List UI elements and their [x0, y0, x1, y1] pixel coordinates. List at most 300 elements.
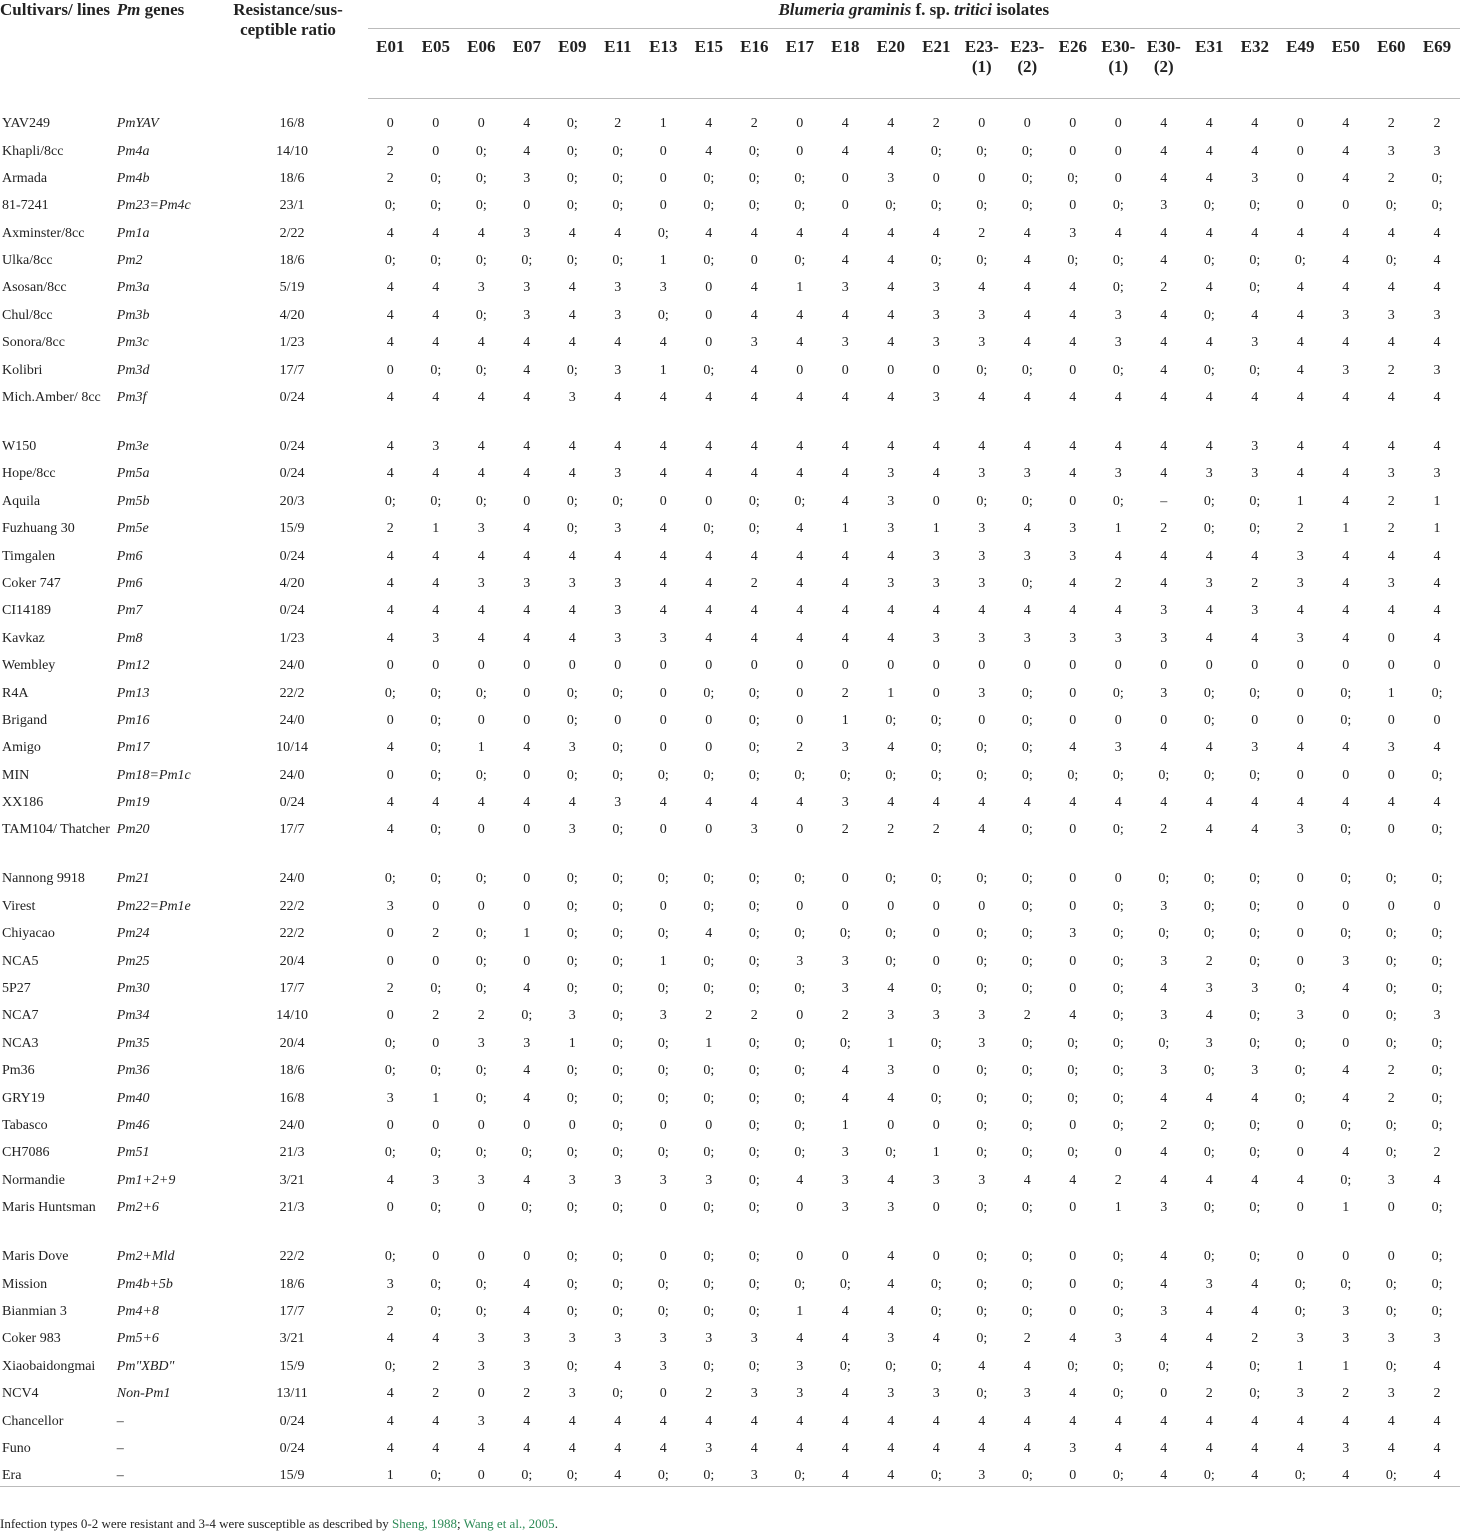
infection-type-cell: 1: [659, 362, 667, 378]
infection-type-cell: 0: [1069, 493, 1077, 509]
infection-type-cell: 1: [841, 712, 849, 728]
infection-type-cell: 0;: [475, 767, 487, 783]
infection-type-cell: 3: [386, 1276, 394, 1292]
infection-type-cell: 4: [1296, 1172, 1304, 1188]
infection-type-cell: 2: [978, 225, 986, 241]
resistance-ratio: 2/22: [279, 225, 305, 241]
infection-type-cell: 0;: [976, 362, 988, 378]
infection-type-cell: 3: [1296, 630, 1304, 646]
infection-type-cell: 1: [1114, 521, 1122, 537]
infection-type-cell: 0: [841, 871, 849, 887]
infection-type-cell: 4: [750, 795, 758, 811]
cultivar-name: Wembley: [2, 658, 56, 674]
infection-type-cell: 3: [796, 1358, 804, 1374]
infection-type-cell: 0: [1069, 1249, 1077, 1265]
infection-type-cell: 4: [1069, 740, 1077, 756]
cultivar-name: Chul/8cc: [2, 307, 53, 323]
infection-type-cell: 4: [568, 280, 576, 296]
infection-type-cell: 0;: [885, 871, 897, 887]
isolate-header-e16: E16: [732, 29, 778, 99]
infection-type-cell: 0: [523, 712, 531, 728]
resistance-ratio: 17/7: [279, 362, 305, 378]
infection-type-cell: 0: [796, 822, 804, 838]
infection-type-cell: 0: [1433, 658, 1441, 674]
infection-type-cell: 3: [523, 1331, 531, 1347]
infection-type-cell: 3: [614, 1331, 622, 1347]
infection-type-cell: 0: [477, 712, 485, 728]
infection-type-cell: 4: [1069, 1172, 1077, 1188]
isolate-header-e01: E01: [368, 29, 414, 99]
infection-type-cell: 0;: [1385, 981, 1397, 997]
isolate-header-e23-1: E23-(1): [959, 29, 1005, 99]
infection-type-cell: 0;: [1112, 685, 1124, 701]
cultivar-name: Funo: [2, 1440, 31, 1456]
infection-type-cell: 0: [659, 1200, 667, 1216]
infection-type-cell: 0;: [930, 1090, 942, 1106]
infection-type-cell: 4: [477, 439, 485, 455]
infection-type-cell: 0;: [566, 1090, 578, 1106]
infection-type-cell: 0: [796, 1200, 804, 1216]
infection-type-cell: 4: [1114, 390, 1122, 406]
infection-type-cell: 0;: [1021, 871, 1033, 887]
infection-type-cell: 3: [1342, 1331, 1350, 1347]
infection-type-cell: 4: [841, 1063, 849, 1079]
infection-type-cell: 0: [523, 767, 531, 783]
infection-type-cell: 1: [932, 521, 940, 537]
infection-type-cell: 4: [1205, 1413, 1213, 1429]
infection-type-cell: 1: [523, 926, 531, 942]
infection-type-cell: 0: [1114, 143, 1122, 159]
resistance-ratio: 20/3: [279, 493, 305, 509]
infection-type-cell: 0;: [748, 198, 760, 214]
infection-type-cell: 3: [841, 981, 849, 997]
infection-type-cell: 0: [1023, 658, 1031, 674]
infection-type-cell: 4: [841, 603, 849, 619]
infection-type-cell: 0: [1050, 1459, 1096, 1486]
infection-type-cell: 3: [614, 362, 622, 378]
infection-type-cell: 0;: [1278, 1459, 1324, 1486]
infection-type-cell: 3: [732, 1459, 778, 1486]
cultivar-name: Normandie: [2, 1172, 65, 1188]
pm-gene: Pm30: [116, 981, 150, 997]
infection-type-cell: 4: [796, 1331, 804, 1347]
infection-type-cell: 4: [887, 1090, 895, 1106]
infection-type-cell: 3: [1023, 548, 1031, 564]
infection-type-cell: 0: [523, 898, 531, 914]
infection-type-cell: 0;: [612, 740, 624, 756]
infection-type-cell: 0;: [430, 198, 442, 214]
infection-type-cell: 2: [841, 685, 849, 701]
table-row: [0, 786, 1460, 813]
infection-type-cell: 0: [1296, 1145, 1304, 1161]
pm-gene: Pm3e: [116, 439, 149, 455]
infection-type-cell: 4: [887, 143, 895, 159]
infection-type-cell: 0;: [976, 143, 988, 159]
cultivar-name: Tabasco: [2, 1118, 48, 1133]
cultivar-name: 81-7241: [2, 198, 49, 214]
cultivar-name: Aquila: [2, 493, 41, 509]
infection-type-cell: 4: [614, 548, 622, 564]
infection-type-cell: 0;: [1385, 1008, 1397, 1024]
infection-type-cell: 4: [1069, 603, 1077, 619]
infection-type-cell: 0;: [1203, 362, 1215, 378]
infection-type-cell: 4: [750, 548, 758, 564]
infection-type-cell: 0: [659, 712, 667, 728]
infection-type-cell: 0;: [930, 1358, 942, 1374]
infection-type-cell: 3: [932, 575, 940, 591]
infection-type-cell: 3: [796, 953, 804, 969]
infection-type-cell: 0: [932, 898, 940, 914]
infection-type-cell: 4: [1433, 1440, 1441, 1456]
cultivar-name: Kavkaz: [2, 630, 45, 646]
infection-type-cell: 4: [750, 1413, 758, 1429]
infection-type-cell: 0;: [686, 1459, 732, 1486]
infection-type-cell: 0: [477, 1249, 485, 1265]
pm-gene: Non-Pm1: [116, 1386, 171, 1402]
infection-type-cell: 3: [568, 1008, 576, 1024]
infection-type-cell: 0;: [1431, 1118, 1443, 1133]
pm-gene: Pm6: [116, 575, 143, 591]
infection-type-cell: 0;: [612, 1118, 624, 1133]
infection-type-cell: 2: [887, 822, 895, 838]
infection-type-cell: 0;: [566, 871, 578, 887]
infection-type-cell: 4: [887, 981, 895, 997]
infection-type-cell: 0;: [475, 143, 487, 159]
infection-type-cell: 4: [978, 1440, 986, 1456]
infection-type-cell: 4: [477, 335, 485, 351]
infection-type-cell: 3: [932, 1386, 940, 1402]
cultivar-name: TAM104/ Thatcher: [2, 822, 110, 838]
cultivar-name: Chancellor: [2, 1413, 64, 1429]
table-row: [0, 485, 1460, 512]
infection-type-cell: 4: [477, 225, 485, 241]
infection-type-cell: 0: [887, 658, 895, 674]
table-row: [0, 299, 1460, 326]
infection-type-cell: 4: [1160, 116, 1168, 131]
infection-type-cell: 0;: [475, 493, 487, 509]
infection-type-cell: 4: [1387, 1413, 1395, 1429]
infection-type-cell: 2: [432, 1008, 440, 1024]
infection-type-cell: 0;: [566, 1063, 578, 1079]
infection-type-cell: 4: [705, 225, 713, 241]
infection-type-cell: 4: [1205, 795, 1213, 811]
reference-link-wang[interactable]: Wang et al., 2005: [463, 1516, 555, 1531]
infection-type-cell: 4: [1160, 1331, 1168, 1347]
infection-type-cell: 4: [1205, 1358, 1213, 1374]
infection-type-cell: 0: [1023, 116, 1031, 131]
infection-type-cell: 4: [1205, 1090, 1213, 1106]
infection-type-cell: 4: [568, 795, 576, 811]
infection-type-cell: 0: [523, 822, 531, 838]
infection-type-cell: 0;: [384, 871, 396, 887]
infection-type-cell: 4: [1160, 439, 1168, 455]
cultivar-name: Nannong 9918: [2, 871, 85, 887]
infection-type-cell: 0;: [430, 493, 442, 509]
infection-type-cell: 0;: [1340, 1118, 1352, 1133]
infection-type-cell: 0;: [1385, 1145, 1397, 1161]
infection-type-cell: 0;: [657, 1276, 669, 1292]
table-row: [0, 381, 1460, 430]
cultivar-name: NCA7: [2, 1008, 39, 1024]
infection-type-cell: 0;: [1294, 1303, 1306, 1319]
infection-type-cell: 4: [1114, 225, 1122, 241]
infection-type-cell: 0: [841, 198, 849, 214]
pm-gene: Pm2+Mld: [116, 1249, 175, 1265]
infection-type-cell: 0;: [612, 253, 624, 269]
infection-type-cell: 0: [1069, 1118, 1077, 1133]
infection-type-cell: 3: [796, 1386, 804, 1402]
resistance-ratio: 16/8: [279, 115, 305, 131]
infection-type-cell: 4: [523, 1303, 531, 1319]
infection-type-cell: 4: [477, 390, 485, 406]
pm-gene: Pm"XBD": [116, 1358, 175, 1374]
infection-type-cell: 3: [978, 630, 986, 646]
resistance-ratio: 21/3: [279, 1200, 305, 1216]
infection-type-cell: 0;: [976, 871, 988, 887]
infection-type-cell: 0;: [976, 253, 988, 269]
infection-type-cell: 3: [750, 1386, 758, 1402]
infection-type-cell: 3: [750, 1331, 758, 1347]
infection-type-cell: 0;: [475, 307, 487, 323]
infection-type-cell: 0;: [1021, 981, 1033, 997]
infection-type-cell: 0;: [475, 1090, 487, 1106]
infection-type-cell: 2: [1342, 1386, 1350, 1402]
infection-type-cell: 0;: [1112, 953, 1124, 969]
infection-type-cell: 0;: [1112, 767, 1124, 783]
infection-type-cell: 2: [750, 575, 758, 591]
infection-type-cell: 3: [477, 575, 485, 591]
infection-type-cell: 0;: [976, 198, 988, 214]
infection-type-cell: 4: [1251, 795, 1259, 811]
table-row: [0, 135, 1460, 162]
infection-type-cell: 0;: [566, 685, 578, 701]
infection-type-cell: 0;: [475, 1145, 487, 1161]
infection-type-cell: 2: [477, 1008, 485, 1024]
infection-type-cell: 0;: [703, 1145, 715, 1161]
infection-type-cell: 4: [705, 926, 713, 942]
infection-type-cell: 2: [932, 116, 940, 131]
infection-type-cell: 4: [1342, 603, 1350, 619]
infection-type-cell: 0;: [930, 253, 942, 269]
infection-type-cell: 0: [932, 685, 940, 701]
infection-type-cell: 0;: [475, 198, 487, 214]
infection-type-cell: 4: [841, 390, 849, 406]
infection-type-cell: 0: [1160, 712, 1168, 728]
infection-type-cell: 4: [1387, 225, 1395, 241]
infection-type-cell: 0;: [430, 740, 442, 756]
infection-type-cell: 4: [1114, 603, 1122, 619]
infection-type-cell: 4: [1296, 362, 1304, 378]
resistance-ratio: 22/2: [279, 1249, 305, 1265]
infection-type-cell: 4: [477, 1440, 485, 1456]
infection-type-cell: 0;: [1431, 1063, 1443, 1079]
infection-type-cell: 0: [386, 1118, 394, 1133]
table-row: [0, 1191, 1460, 1240]
infection-type-cell: 4: [750, 630, 758, 646]
infection-type-cell: 4: [1433, 335, 1441, 351]
infection-type-cell: 0;: [1249, 1249, 1261, 1265]
table-row: [0, 890, 1460, 917]
infection-type-cell: 0: [1342, 658, 1350, 674]
infection-type-cell: 4: [1069, 466, 1077, 482]
infection-type-cell: 3: [1114, 307, 1122, 323]
infection-type-cell: 0;: [566, 898, 578, 914]
infection-type-cell: 4: [1205, 1008, 1213, 1024]
infection-type-cell: 4: [1342, 335, 1350, 351]
infection-type-cell: 0;: [1021, 1090, 1033, 1106]
infection-type-cell: 0;: [1431, 822, 1443, 838]
infection-type-cell: 0;: [930, 871, 942, 887]
table-row: [0, 945, 1460, 972]
infection-type-cell: 4: [796, 603, 804, 619]
infection-type-cell: 0;: [748, 1090, 760, 1106]
infection-type-cell: 4: [1205, 116, 1213, 131]
infection-type-cell: 0;: [1021, 1249, 1033, 1265]
infection-type-cell: 4: [659, 466, 667, 482]
infection-type-cell: 0: [1296, 1200, 1304, 1216]
infection-type-cell: 3: [568, 822, 576, 838]
table-row: [0, 1109, 1460, 1136]
table-row: [0, 99, 1460, 135]
table-row: [0, 1459, 1460, 1486]
infection-type-cell: 0;: [1021, 926, 1033, 942]
resistance-ratio: 23/1: [279, 198, 305, 214]
infection-type-cell: 0;: [612, 1200, 624, 1216]
infection-type-cell: 3: [705, 1440, 713, 1456]
infection-type-cell: 1: [1296, 493, 1304, 509]
infection-type-cell: 0: [1251, 658, 1259, 674]
infection-type-cell: 2: [432, 1386, 440, 1402]
infection-type-cell: 3: [614, 1172, 622, 1188]
infection-type-cell: 4: [1433, 795, 1441, 811]
table-row: [0, 813, 1460, 862]
infection-type-cell: 1: [659, 953, 667, 969]
infection-type-cell: 0;: [1340, 1172, 1352, 1188]
infection-type-cell: 3: [1160, 630, 1168, 646]
pm-gene: Pm2: [116, 253, 143, 269]
infection-type-cell: 4: [523, 740, 531, 756]
infection-type-cell: 0: [386, 767, 394, 783]
infection-type-cell: 0: [1296, 898, 1304, 914]
infection-type-cell: 0: [1342, 198, 1350, 214]
infection-type-cell: 4: [1251, 1440, 1259, 1456]
table-row: [0, 594, 1460, 621]
infection-type-cell: 0: [705, 822, 713, 838]
infection-type-cell: 0: [432, 953, 440, 969]
infection-type-cell: 3: [1342, 362, 1350, 378]
infection-type-cell: 3: [1387, 1172, 1395, 1188]
infection-type-cell: 0;: [1431, 198, 1443, 214]
cultivar-name: Timgalen: [2, 548, 56, 564]
isolate-header-e30-2: E30-(2): [1141, 29, 1187, 99]
table-body: [0, 99, 1460, 1487]
infection-type-cell: 4: [1023, 1358, 1031, 1374]
resistance-ratio: 13/11: [276, 1386, 308, 1402]
infection-type-cell: 3: [523, 280, 531, 296]
cultivar-name: Armada: [2, 170, 48, 186]
infection-type-cell: 0;: [612, 1303, 624, 1319]
infection-type-cell: 0;: [976, 1145, 988, 1161]
reference-link-sheng[interactable]: Sheng, 1988: [392, 1516, 458, 1531]
cultivar-name: 5P27: [2, 981, 31, 997]
infection-type-cell: 3: [1023, 1386, 1031, 1402]
infection-type-cell: 0: [477, 1118, 485, 1133]
infection-type-cell: 3: [1114, 335, 1122, 351]
cultivar-name: Chiyacao: [2, 926, 55, 942]
infection-type-cell: 4: [1069, 439, 1077, 455]
infection-type-cell: 4: [432, 1440, 440, 1456]
infection-type-cell: 0: [978, 658, 986, 674]
infection-type-cell: 3: [1251, 981, 1259, 997]
infection-type-cell: 4: [1023, 603, 1031, 619]
infection-type-cell: 4: [841, 439, 849, 455]
infection-type-cell: 3: [887, 1008, 895, 1024]
pm-gene: Pm35: [116, 1035, 150, 1051]
pm-gene: Pm36: [116, 1063, 150, 1079]
infection-type-cell: 0: [432, 1249, 440, 1265]
infection-type-cell: 0: [1251, 712, 1259, 728]
infection-type-cell: 4: [978, 280, 986, 296]
infection-type-cell: 0;: [703, 1358, 715, 1374]
infection-type-cell: 0;: [748, 1200, 760, 1216]
cultivar-name: Asosan/8cc: [2, 280, 67, 296]
infection-type-cell: 0: [1069, 871, 1077, 887]
infection-type-cell: 4: [887, 1249, 895, 1265]
infection-type-cell: 0: [1114, 1145, 1122, 1161]
cultivar-name: Kolibri: [2, 362, 43, 378]
infection-type-cell: 0;: [1021, 822, 1033, 838]
infection-type-cell: 0;: [976, 493, 988, 509]
infection-type-cell: 0;: [1249, 198, 1261, 214]
infection-type-cell: 0;: [566, 493, 578, 509]
pm-gene: Pm17: [116, 740, 150, 756]
infection-type-cell: 3: [1342, 953, 1350, 969]
pm-gene: Pm4b: [116, 170, 150, 186]
infection-type-cell: 4: [796, 1440, 804, 1456]
infection-type-cell: 0;: [1431, 1276, 1443, 1292]
infection-type-cell: 0;: [1340, 685, 1352, 701]
infection-type-cell: 0;: [430, 1303, 442, 1319]
infection-type-cell: 0;: [1431, 871, 1443, 887]
infection-type-cell: 4: [659, 335, 667, 351]
table-row: [0, 271, 1460, 298]
infection-type-cell: 0;: [748, 1035, 760, 1051]
pm-gene: Pm5b: [116, 493, 150, 509]
infection-type-cell: 3: [432, 630, 440, 646]
infection-type-cell: 0: [1387, 1249, 1395, 1265]
infection-type-cell: 1: [659, 253, 667, 269]
infection-type-cell: 0: [386, 1200, 394, 1216]
infection-type-cell: 3: [1160, 685, 1168, 701]
infection-type-cell: 0;: [566, 767, 578, 783]
infection-type-cell: 4: [1023, 795, 1031, 811]
infection-type-cell: 0;: [612, 493, 624, 509]
infection-type-cell: 3: [614, 630, 622, 646]
infection-type-cell: 4: [1296, 466, 1304, 482]
infection-type-cell: 4: [1205, 439, 1213, 455]
infection-type-cell: 0: [386, 953, 394, 969]
infection-type-cell: 4: [477, 795, 485, 811]
infection-type-cell: 0: [1296, 712, 1304, 728]
infection-type-cell: 0;: [1021, 767, 1033, 783]
infection-type-cell: 0: [1296, 767, 1304, 783]
pm-gene: Pm13: [116, 685, 150, 701]
infection-type-cell: 0;: [566, 1276, 578, 1292]
infection-type-cell: 4: [1433, 740, 1441, 756]
infection-type-cell: 0: [432, 143, 440, 159]
infection-type-cell: 4: [1342, 1145, 1350, 1161]
infection-type-cell: 0;: [794, 981, 806, 997]
